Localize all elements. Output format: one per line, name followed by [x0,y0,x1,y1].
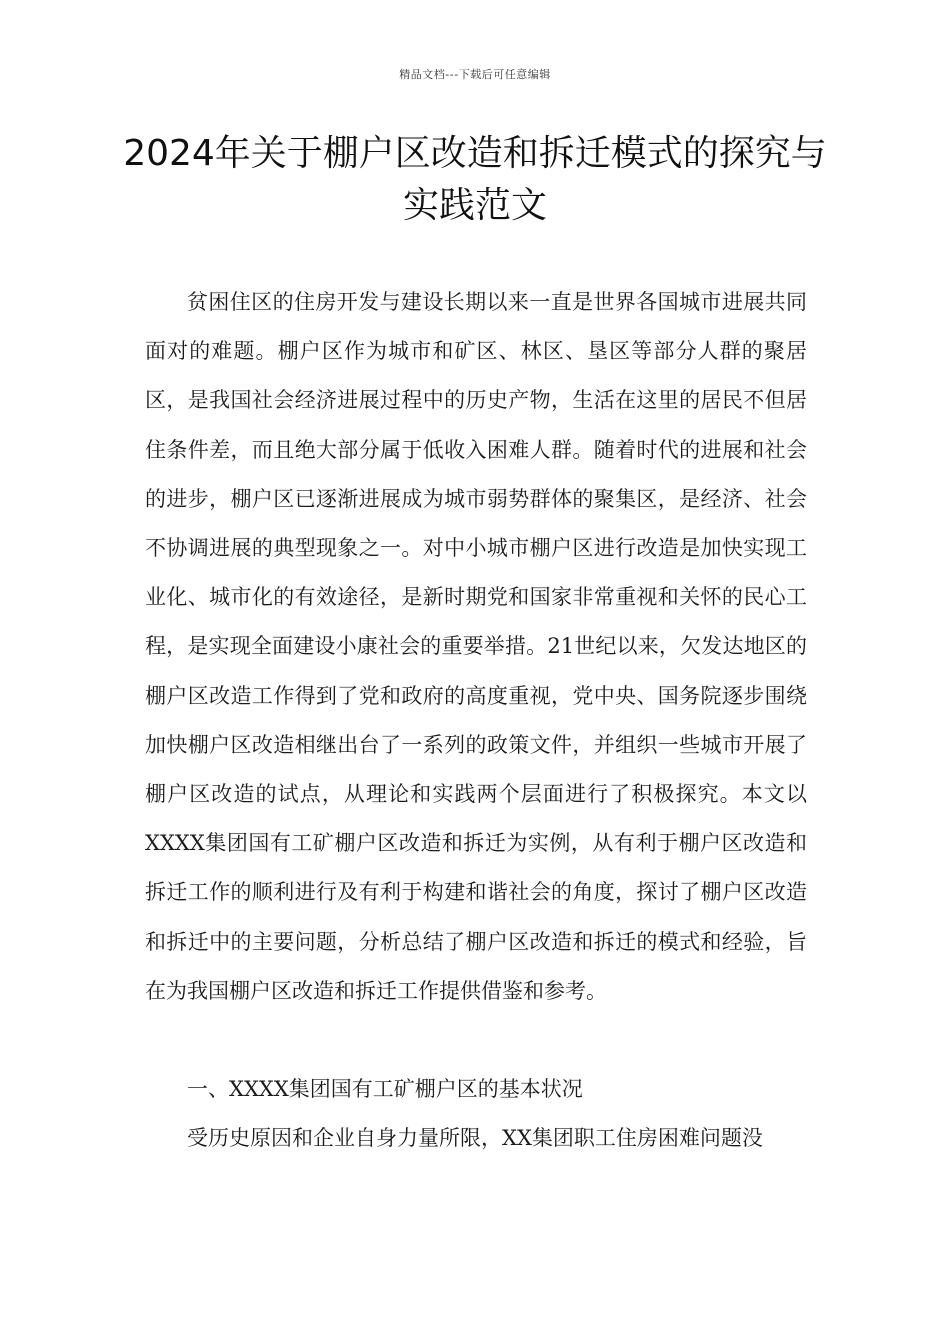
section-heading: 一、XXXX集团国有工矿棚户区的基本状况 [187,1077,583,1102]
document-title: 2024年关于棚户区改造和拆迁模式的探究与实践范文 [123,133,827,226]
section-paragraph: 受历史原因和企业自身力量所限，XX集团职工住房困难问题没 [187,1126,763,1151]
intro-paragraph: 贫困住区的住房开发与建设长期以来一直是世界各国城市进展共同面对的难题。棚户区作为城市和矿区、林区、垦区等部分人群的聚居区，是我国社会经济进展过程中的历史产物，生活在这里的居民不但居住条件差，而且绝大部分属于低收入困难人群。随着时代的进展和社会的进步，棚户区已逐渐进展成为城市弱势群体的聚集区，是经济、社会不协调进展的典型现象之一。对中小城市棚户区进行改造是加快实现工业化、城市化的有效途径，是新时期党和国家非常重视和关怀的民心工程，是实现全面建设小康社会的重要举措。21世纪以来，欠发达地区的棚户区改造工作得到了党和政府的高度重视，党中央、国务院逐步围绕加快棚户区改造相继出台了一系列的政策文件，并组织一些城市开展了棚户区改造的试点，从理论和实践两个层面进行了积极探究。本文以XXXX集团国有工矿棚户区改造和拆迁为实例，从有利于棚户区改造和拆迁工作的顺利进行及有利于构建和谐社会的角度，探讨了棚户区改造和拆迁中的主要问题，分析总结了棚户区改造和拆迁的模式和经验，旨在为我国棚户区改造和拆迁工作提供借鉴和参考。 [145,290,807,1003]
document-body [145,278,807,1163]
header-note: 精品文档---下载后可任意编辑 [399,68,551,81]
